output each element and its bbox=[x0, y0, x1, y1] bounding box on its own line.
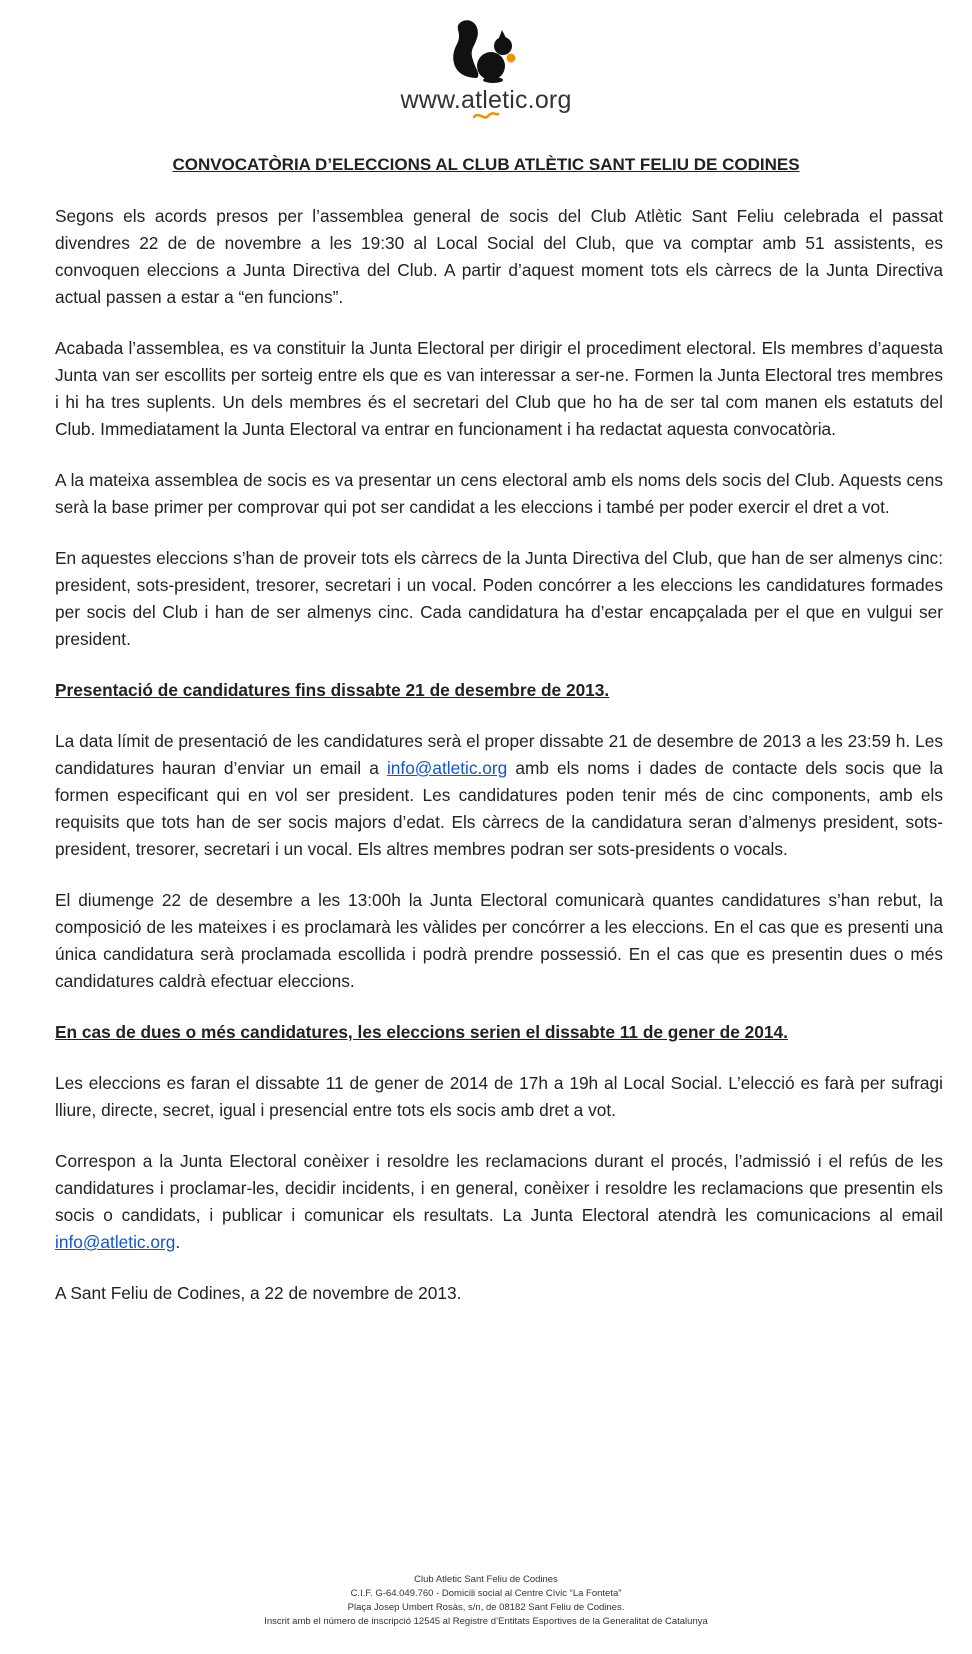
email-link[interactable]: info@atletic.org bbox=[55, 1232, 176, 1252]
footer-line: Inscrit amb el número de inscripció 12545 al Registre d’Entitats Esportives de la Generalitat de Catalunya bbox=[264, 1616, 708, 1627]
paragraph-5-start: La data límit de presentació de les candidatures serà el proper dissabte 21 de desembre de 2013 a les 23:59 h. Les candidatures hauran d’enviar un email a bbox=[55, 731, 943, 778]
paragraph-8-start: Correspon a la Junta Electoral conèixer i resoldre les reclamacions durant el procés, l’admissió i el refús de les candidatures i proclamar-les, decidir incidents, i en general, conèixer i resoldre les reclamacions que presentin els socis o candidats, i publicar i comunicar els resultats. La Junta Electoral atendrà les comunicacions al email bbox=[55, 1151, 943, 1225]
document-body bbox=[55, 203, 943, 1331]
paragraph-5 bbox=[55, 728, 943, 863]
paragraph-3: A la mateixa assemblea de socis es va presentar un cens electoral amb els noms dels socis del Club. Aquests cens serà la base primer per comprovar qui pot ser candidat a les eleccions i també per poder exercir el dret a vot. bbox=[55, 470, 943, 517]
site-url[interactable]: www.atletic.org bbox=[400, 86, 572, 114]
paragraph-8-end: . bbox=[175, 1232, 181, 1252]
footer-line: Club Atletic Sant Feliu de Codines bbox=[414, 1574, 558, 1585]
paragraph-7: Les eleccions es faran el dissabte 11 de gener de 2014 de 17h a 19h al Local Social. L’elecció es farà per sufragi lliure, directe, secret, igual i presencial entre tots els socis amb dret a vot. bbox=[55, 1073, 943, 1120]
subheading-candidatures: Presentació de candidatures fins dissabte 21 de desembre de 2013. bbox=[55, 680, 610, 700]
paragraph-2: Acabada l’assemblea, es va constituir la Junta Electoral per dirigir el procediment electoral. Els membres d’aquesta Junta van ser escollits per sorteig entre els que es van interessar a ser-ne. Formen la Junta Electoral tres membres i hi ha tres suplents. Un dels membres és el secretari del Club que ho ha de ser tal com manen els estatuts del Club. Immediatament la Junta Electoral va entrar en funcionament i ha redactat aquesta convocatòria. bbox=[55, 338, 943, 439]
email-link[interactable]: info@atletic.org bbox=[386, 758, 508, 778]
page-title: CONVOCATÒRIA D’ELECCIONS AL CLUB ATLÈTIC SANT FELIU DE CODINES bbox=[172, 155, 800, 174]
paragraph-8 bbox=[55, 1148, 943, 1256]
footer bbox=[0, 1573, 972, 1629]
paragraph-6: El diumenge 22 de desembre a les 13:00h la Junta Electoral comunicarà quantes candidatures s’han rebut, la composició de les mateixes i es proclamarà les vàlides per concórrer a les eleccions. En el cas que es presenti una única candidatura serà proclamada escollida i podrà prendre possessió. En el cas que es presentin dues o més candidatures caldrà efectuar eleccions. bbox=[55, 890, 943, 991]
paragraph-4: En aquestes eleccions s’han de proveir tots els càrrecs de la Junta Directiva del Club, que han de ser almenys cinc: president, sots-president, tresorer, secretari i un vocal. Poden concórrer a les eleccions les candidatures formades per socis del Club i han de ser almenys cinc. Cada candidatura ha d’estar encapçalada per el que en vulgui ser president. bbox=[55, 548, 943, 649]
footer-line: C.I.F. G-64.049.760 - Domicili social al Centre Cívic “La Fonteta” bbox=[350, 1588, 622, 1599]
closing-line: A Sant Feliu de Codines, a 22 de novembre de 2013. bbox=[55, 1283, 462, 1303]
squirrel-icon bbox=[447, 18, 525, 88]
paragraph-1: Segons els acords presos per l’assemblea general de socis del Club Atlètic Sant Feliu celebrada el passat divendres 22 de de novembre a les 19:30 al Local Social del Club, que va comptar amb 51 assistents, es convoquen eleccions a Junta Directiva del Club. A partir d’aquest moment tots els càrrecs de la Junta Directiva actual passen a estar a “en funcions”. bbox=[55, 206, 943, 307]
footer-line: Plaça Josep Umbert Rosàs, s/n, de 08182 Sant Feliu de Codines. bbox=[347, 1602, 625, 1613]
subheading-elections: En cas de dues o més candidatures, les eleccions serien el dissabte 11 de gener de 2014. bbox=[55, 1022, 788, 1042]
header bbox=[0, 18, 972, 121]
paragraph-5-end: amb els noms i dades de contacte dels socis que la formen especificant qui en vol ser president. Les candidatures poden tenir més de cinc components, amb els requisits que tots han de ser socis majors d’edat. Els càrrecs de la candidatura seran d’almenys president, sots-president, tresorer, secretari i un vocal. Els altres membres podran ser sots-presidents o vocals. bbox=[55, 758, 944, 859]
